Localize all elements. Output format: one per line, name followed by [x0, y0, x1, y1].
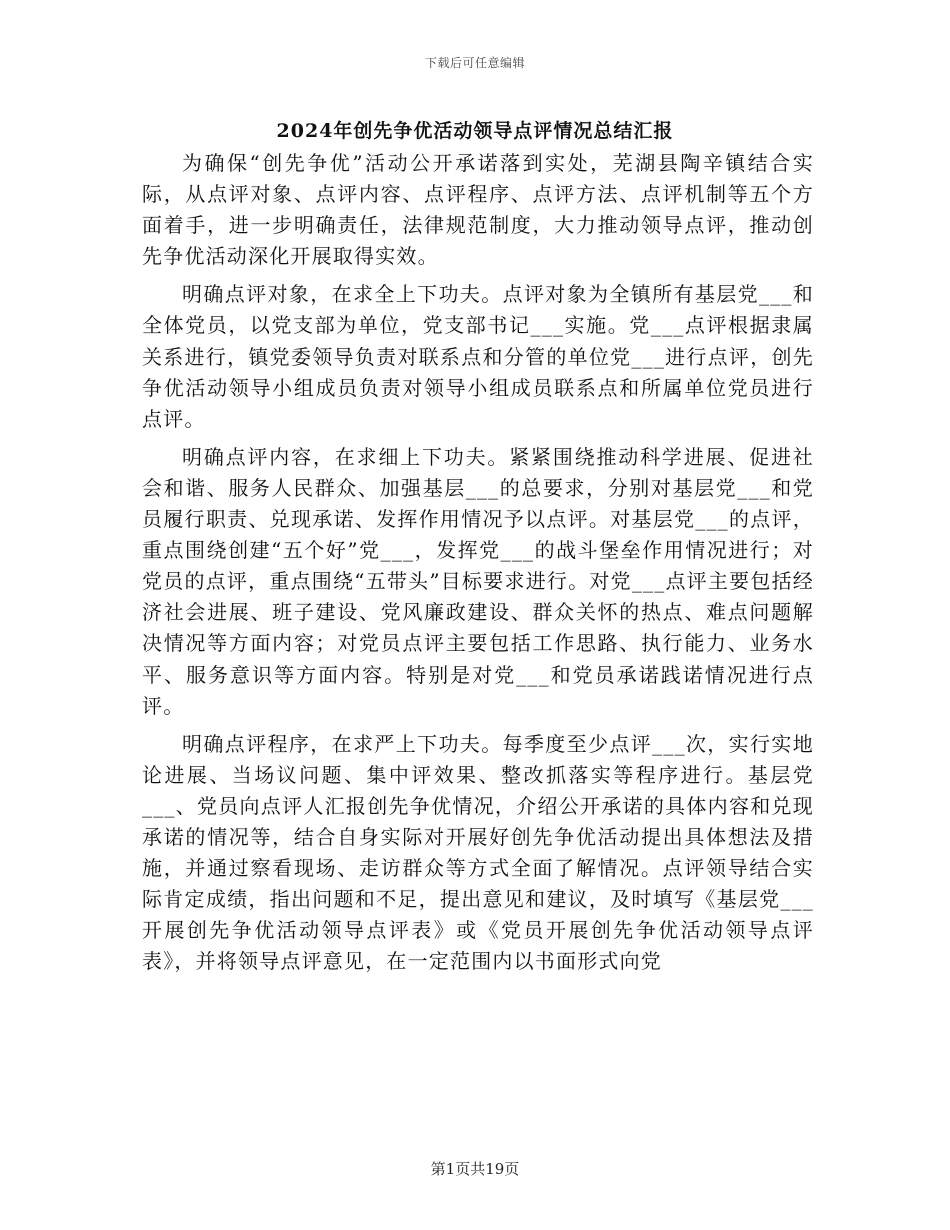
paragraph-1: 为确保“创先争优”活动公开承诺落到实处，芜湖县陶辛镇结合实际，从点评对象、点评内容、点评程序、点评方法、点评机制等五个方面着手，进一步明确责任，法律规范制度，大力推动领导点评，推动创先争优活动深化开展取得实效。 — [142, 151, 814, 269]
page-number-footer: 第1页共19页 — [430, 1160, 520, 1178]
paragraph-2: 明确点评对象，在求全上下功夫。点评对象为全镇所有基层党___和全体党员，以党支部为单位，党支部书记___实施。党___点评根据隶属关系进行，镇党委领导负责对联系点和分管的单位党___进行点评，创先争优活动领导小组成员负责对领导小组成员联系点和所属单位党员进行点评。 — [142, 282, 814, 431]
header-note: 下载后可任意编辑 — [424, 56, 525, 70]
document-title: 2024年创先争优活动领导点评情况总结汇报 — [276, 120, 674, 142]
paragraph-4: 明确点评程序，在求严上下功夫。每季度至少点评___次，实行实地论进展、当场议问题、集中评效果、整改抓落实等程序进行。基层党___、党员向点评人汇报创先争优情况，介绍公开承诺的具体内容和兑现承诺的情况等，结合自身实际对开展好创先争优活动提出具体想法及措施，并通过察看现场、走访群众等方式全面了解情况。点评领导结合实际肯定成绩，指出问题和不足，提出意见和建议，及时填写《基层党___开展创先争优活动领导点评表》或《党员开展创先争优活动领导点评表》，并将领导点评意见，在一定范围内以书面形式向党 — [142, 731, 814, 974]
paragraph-3: 明确点评内容，在求细上下功夫。紧紧围绕推动科学进展、促进社会和谐、服务人民群众、加强基层___的总要求，分别对基层党___和党员履行职责、兑现承诺、发挥作用情况予以点评。对基层党___的点评，重点围绕创建“五个好”党___，发挥党___的战斗堡垒作用情况进行；对党员的点评，重点围绕“五带头”目标要求进行。对党___点评主要包括经济社会进展、班子建设、党风廉政建设、群众关怀的热点、难点问题解决情况等方面内容；对党员点评主要包括工作思路、执行能力、业务水平、服务意识等方面内容。特别是对党___和党员承诺践诺情况进行点评。 — [142, 444, 814, 718]
document-body — [142, 148, 814, 984]
